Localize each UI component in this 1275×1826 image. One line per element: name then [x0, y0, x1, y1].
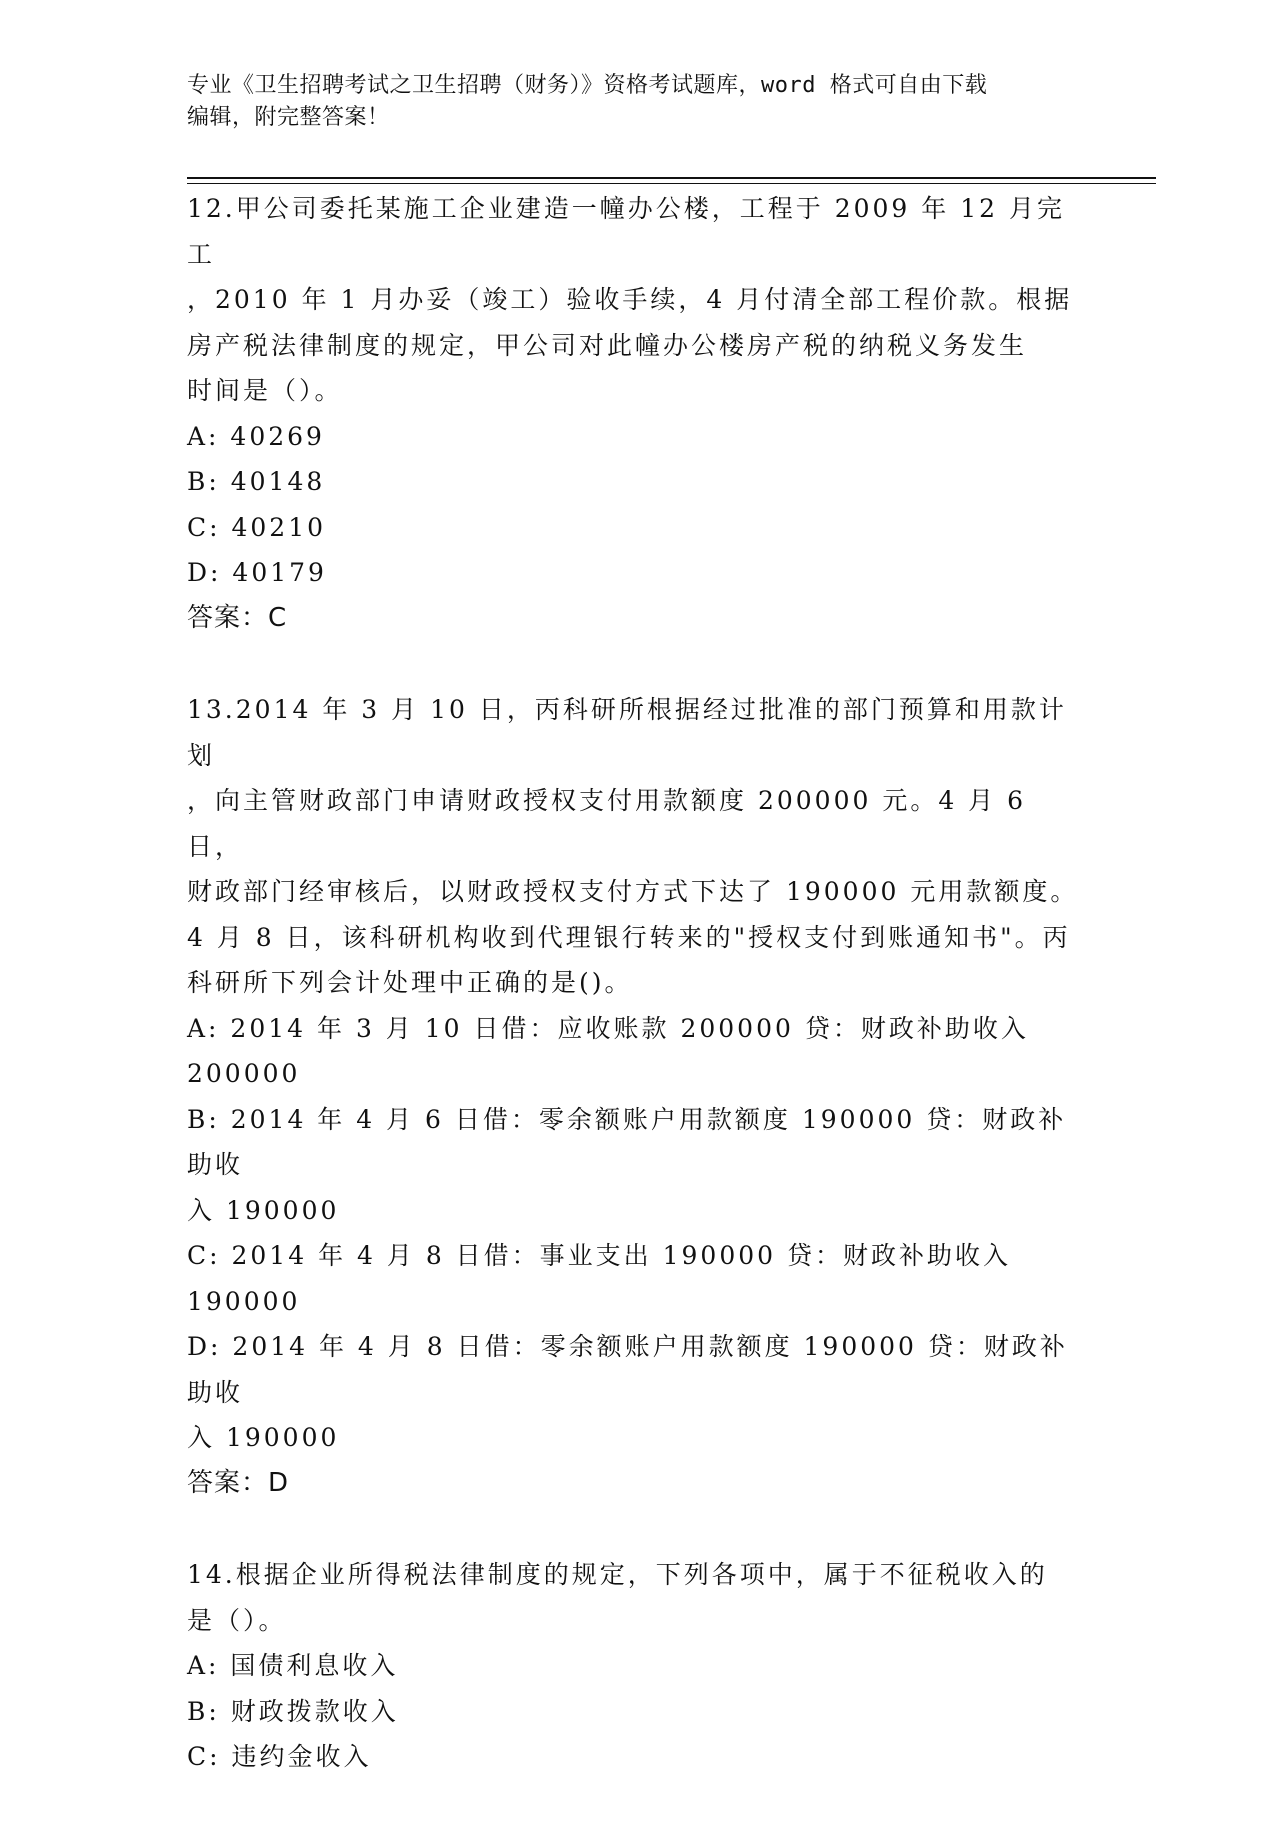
question-stem-line: 14.根据企业所得税法律制度的规定，下列各项中，属于不征税收入的 — [187, 1560, 1048, 1589]
header-line-1: 专业《卫生招聘考试之卫生招聘（财务）》资格考试题库，word 格式可自由下载 — [187, 73, 988, 98]
question-12 — [187, 186, 1087, 641]
option-a: A: 国债利息收入 — [187, 1651, 399, 1680]
question-stem-line: 12.甲公司委托某施工企业建造一幢办公楼，工程于 2009 年 12 月完工 — [187, 194, 1065, 269]
option-c: C: 违约金收入 — [187, 1742, 372, 1771]
option-b: B: 40148 — [187, 467, 326, 496]
option-b: B: 2014 年 4 月 6 日借：零余额账户用款额度 190000 贷：财政补助收 — [187, 1104, 1067, 1179]
answer-line: 答案：D — [187, 1467, 290, 1498]
option-d: D: 2014 年 4 月 8 日借：零余额账户用款额度 190000 贷：财政补助收 — [187, 1332, 1068, 1407]
question-stem-line: 13.2014 年 3 月 10 日，丙科研所根据经过批准的部门预算和用款计划 — [187, 695, 1067, 770]
question-14 — [187, 1552, 1087, 1780]
option-c: C: 2014 年 4 月 8 日借：事业支出 190000 贷：财政补助收入 190000 — [187, 1241, 1011, 1316]
header-divider — [187, 177, 1156, 179]
option-b-continued: 入 190000 — [187, 1195, 340, 1225]
option-b: B: 财政拨款收入 — [187, 1696, 399, 1726]
question-stem-line: 房产税法律制度的规定，甲公司对此幢办公楼房产税的纳税义务发生 — [187, 330, 1028, 360]
answer-line: 答案：C — [187, 602, 288, 633]
option-d: D: 40179 — [187, 558, 327, 587]
question-stem-line: 是（）。 — [187, 1605, 287, 1635]
question-stem-line: ，2010 年 1 月办妥（竣工）验收手续，4 月付清全部工程价款。根据 — [187, 285, 1073, 314]
option-c: C: 40210 — [187, 512, 327, 542]
option-d-continued: 入 190000 — [187, 1423, 340, 1452]
question-stem-line: ，向主管财政部门申请财政授权支付用款额度 200000 元。4 月 6 日， — [187, 786, 1027, 861]
question-stem-line: 财政部门经审核后，以财政授权支付方式下达了 190000 元用款额度。 — [187, 877, 1079, 906]
header-line-2: 编辑，附完整答案！ — [187, 105, 390, 130]
question-list — [187, 186, 1087, 1826]
question-stem-line: 科研所下列会计处理中正确的是()。 — [187, 968, 633, 997]
question-stem-line: 4 月 8 日，该科研机构收到代理银行转来的"授权支付到账通知书"。丙 — [187, 922, 1071, 952]
document-header — [187, 70, 1087, 134]
header-divider-thin — [187, 183, 1156, 184]
question-13 — [187, 687, 1087, 1506]
question-stem-line: 时间是（）。 — [187, 376, 343, 405]
option-a: A: 2014 年 3 月 10 日借：应收账款 200000 贷：财政补助收入 200000 — [187, 1013, 1029, 1088]
option-a: A: 40269 — [187, 421, 325, 451]
